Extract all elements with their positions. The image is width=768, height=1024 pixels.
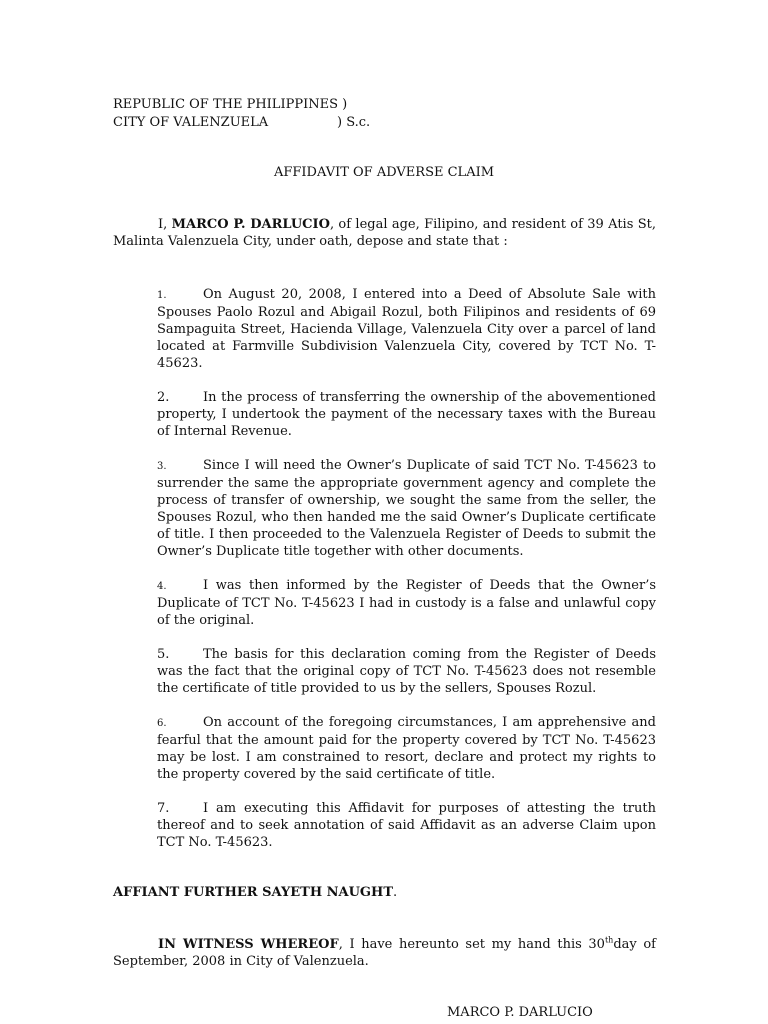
item-number: 4. (157, 581, 167, 592)
list-item (157, 286, 656, 372)
venue-line-city (113, 114, 370, 132)
venue-block (113, 96, 370, 132)
list-item (157, 389, 656, 440)
intro-lead: I, (158, 217, 168, 232)
item-number: 2. (157, 390, 170, 405)
witness-bold: IN WITNESS WHEREOF (158, 937, 339, 952)
venue-sc: ) S.c. (337, 115, 371, 130)
item-text: On August 20, 2008, I entered into a Deed of Absolute Sale with Spouses Paolo Rozul and Abigail Rozul, both Filipinos and residents of 69 Sampaguita Street, Hacienda Village, Valenzuela City over a parcel of land located at Farmville Subdivision Valenzuela City, covered by TCT No. T-45623. (157, 287, 656, 371)
witness-text-2: day of September, 2008 in City of Valenzuela. (113, 937, 656, 969)
list-item (157, 577, 656, 629)
document-title: AFFIDAVIT OF ADVERSE CLAIM (273, 165, 495, 180)
affiant-name-inline: MARCO P. DARLUCIO (171, 217, 330, 232)
item-number: 6. (157, 718, 167, 729)
witness-paragraph (113, 936, 656, 970)
item-text: In the process of transferring the ownership of the abovementioned property, I undertook the payment of the necessary taxes with the Bureau of Internal Revenue. (157, 390, 656, 439)
affiant-signature-name: MARCO P. DARLUCIO (447, 1005, 593, 1020)
list-item (157, 714, 656, 783)
item-text: I am executing this Affidavit for purposes of attesting the truth thereof and to seek annotation of said Affidavit as an adverse Claim upon TCT No. T-45623. (157, 801, 656, 850)
item-text: On account of the foregoing circumstances, I am apprehensive and fearful that the amount paid for the property covered by TCT No. T-45623 may be lost. I am constrained to resort, declare and protect my rights to the property covered by the said certificate of title. (157, 715, 656, 782)
witness-text-1: , I have hereunto set my hand this 30 (338, 937, 605, 952)
item-number: 5. (157, 647, 170, 662)
closing-statement-bold: AFFIANT FURTHER SAYETH NAUGHT (113, 885, 393, 900)
closing-statement-period: . (393, 885, 398, 900)
item-number: 1. (157, 290, 167, 301)
item-number: 7. (157, 801, 170, 816)
list-item (157, 646, 656, 697)
list-item (157, 800, 656, 851)
list-item (157, 457, 656, 560)
item-number: 3. (157, 461, 167, 472)
item-text: I was then informed by the Register of Deeds that the Owner’s Duplicate of TCT No. T-45623 I had in custody is a false and unlawful copy of the original. (157, 578, 656, 628)
venue-city: CITY OF VALENZUELA (113, 115, 269, 130)
intro-paragraph (113, 216, 656, 250)
item-text: The basis for this declaration coming from the Register of Deeds was the fact that the original copy of TCT No. T-45623 does not resemble the certificate of title provided to us by the sellers, Spouses Rozul. (157, 647, 656, 696)
intro-rest: , of legal age, Filipino, and resident of 39 Atis St, Malinta Valenzuela City, under oath, depose and state that : (113, 217, 656, 249)
numbered-items (157, 286, 656, 868)
venue-line-republic: REPUBLIC OF THE PHILIPPINES ) (113, 97, 348, 112)
witness-sup: th (604, 935, 614, 945)
item-text: Since I will need the Owner’s Duplicate of said TCT No. T-45623 to surrender the same the appropriate government agency and complete the process of transfer of ownership, we sought the same from the seller, the Spouses Rozul, who then handed me the said Owner’s Duplicate certificate of title. I then proceeded to the Valenzuela Register of Deeds to submit the Owner’s Duplicate title together with other documents. (157, 458, 656, 559)
closing-statement (113, 884, 397, 901)
